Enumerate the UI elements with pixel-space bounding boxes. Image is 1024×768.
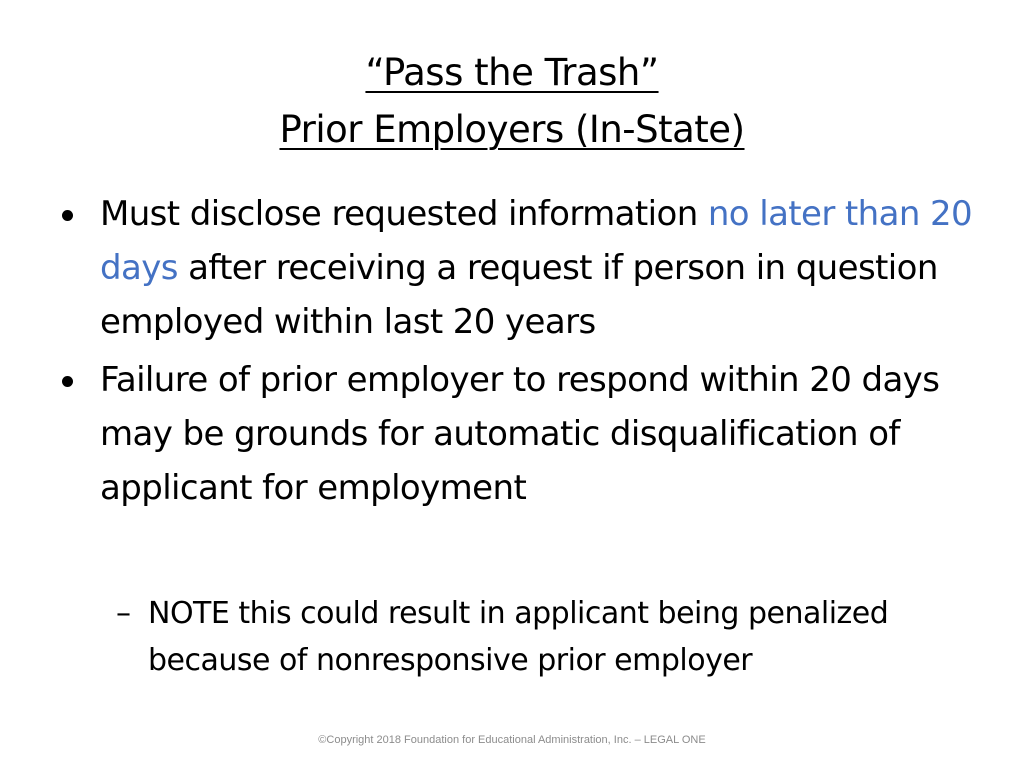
copyright-footer: ©Copyright 2018 Foundation for Educational Administration, Inc. – LEGAL ONE [318, 734, 706, 746]
bullet-text-1 [100, 194, 972, 342]
bullet-1-text-before: Must disclose requested information [100, 194, 708, 234]
bullet-1-highlight: no later than 20 days [100, 194, 973, 288]
bullet-item-2 [58, 353, 978, 515]
bullet-1-text-after: after receiving a request if person in question employed within last 20 years [100, 248, 938, 342]
sub-bullet-item [116, 590, 978, 684]
slide-title [0, 44, 1024, 158]
bullet-list [58, 187, 978, 519]
title-line-2: Prior Employers (In-State) [279, 108, 745, 151]
bullet-item-1 [58, 187, 978, 349]
sub-bullet-list [58, 588, 978, 684]
title-line-1: “Pass the Trash” [365, 51, 659, 94]
bullet-text-2: Failure of prior employer to respond within 20 days may be grounds for automatic disqualification of applicant for employment [100, 360, 940, 508]
sub-bullet-text: NOTE this could result in applicant being penalized because of nonresponsive prior employer [148, 596, 889, 678]
dash-marker: – [116, 596, 131, 631]
